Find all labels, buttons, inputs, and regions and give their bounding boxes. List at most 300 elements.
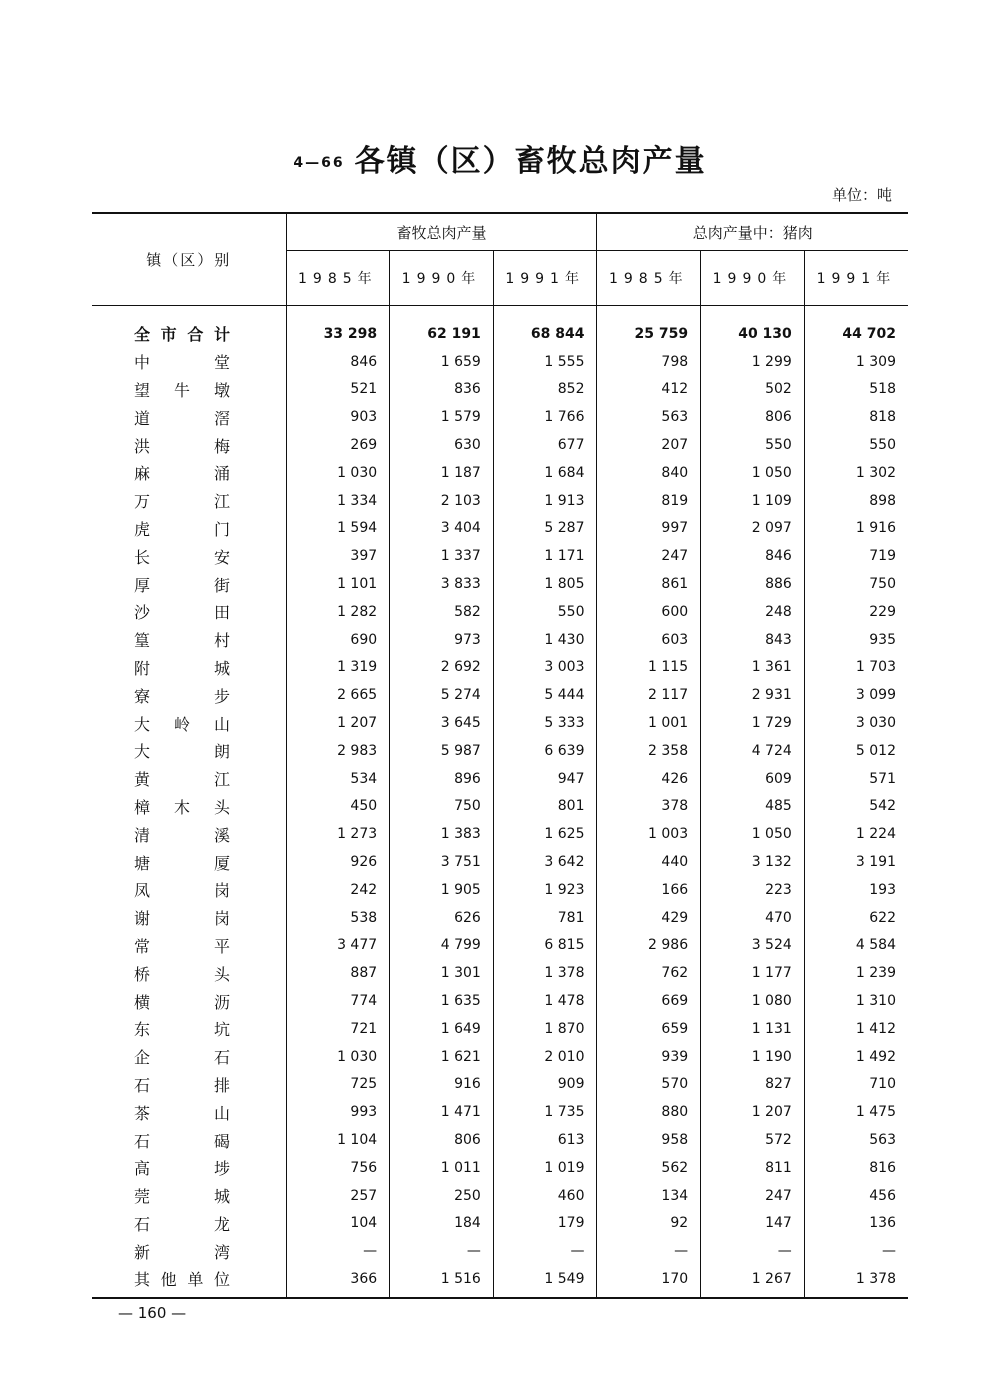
value-cell: 1 735 xyxy=(493,1098,597,1126)
value-cell: 609 xyxy=(701,765,805,793)
value-cell: 1 299 xyxy=(701,348,805,376)
row-name: 黄 江 xyxy=(134,770,230,790)
value-cell: 886 xyxy=(701,570,805,598)
table-row xyxy=(92,487,908,515)
meat-production-table xyxy=(92,212,908,1299)
table-row xyxy=(92,1265,908,1298)
value-cell: 993 xyxy=(286,1098,390,1126)
value-cell: 1 050 xyxy=(701,820,805,848)
value-cell: 550 xyxy=(804,431,908,459)
table-row xyxy=(92,765,908,793)
value-cell: 485 xyxy=(701,793,805,821)
value-cell: 4 799 xyxy=(390,932,494,960)
row-name: 中 堂 xyxy=(134,353,230,373)
value-cell: 104 xyxy=(286,1210,390,1238)
row-name-cell xyxy=(92,487,286,515)
value-cell: 426 xyxy=(597,765,701,793)
row-name-cell xyxy=(92,376,286,404)
table-row xyxy=(92,1071,908,1099)
value-cell: 622 xyxy=(804,904,908,932)
value-cell: 179 xyxy=(493,1210,597,1238)
value-cell: 582 xyxy=(390,598,494,626)
value-cell: 5 274 xyxy=(390,681,494,709)
value-cell: 1 635 xyxy=(390,987,494,1015)
row-name: 全 市 合 计 xyxy=(134,325,230,345)
value-cell: 1 273 xyxy=(286,820,390,848)
value-cell: 935 xyxy=(804,626,908,654)
row-name-cell xyxy=(92,737,286,765)
value-cell: 1 594 xyxy=(286,515,390,543)
row-name-cell xyxy=(92,431,286,459)
row-name: 厚 街 xyxy=(134,575,230,595)
value-cell: 1 923 xyxy=(493,876,597,904)
value-cell: 33 298 xyxy=(286,306,390,348)
table-row xyxy=(92,1126,908,1154)
row-name-cell xyxy=(92,793,286,821)
value-cell: 1 030 xyxy=(286,1043,390,1071)
value-cell: 916 xyxy=(390,1071,494,1099)
value-cell: 1 302 xyxy=(804,459,908,487)
value-cell: 719 xyxy=(804,542,908,570)
value-cell: 846 xyxy=(701,542,805,570)
year-header: 1991年 xyxy=(804,251,908,306)
value-cell: 1 109 xyxy=(701,487,805,515)
value-cell: 44 702 xyxy=(804,306,908,348)
row-name-cell xyxy=(92,1154,286,1182)
value-cell: 2 358 xyxy=(597,737,701,765)
year-header: 1990年 xyxy=(390,251,494,306)
row-name-cell xyxy=(92,987,286,1015)
row-name-cell xyxy=(92,403,286,431)
row-name: 附 城 xyxy=(134,658,230,678)
row-name: 道 滘 xyxy=(134,408,230,428)
value-cell: 811 xyxy=(701,1154,805,1182)
value-cell: 2 983 xyxy=(286,737,390,765)
value-cell: 1 579 xyxy=(390,403,494,431)
value-cell: 136 xyxy=(804,1210,908,1238)
value-cell: 366 xyxy=(286,1265,390,1298)
row-name-cell xyxy=(92,820,286,848)
value-cell: 939 xyxy=(597,1043,701,1071)
value-cell: 456 xyxy=(804,1182,908,1210)
value-cell: 247 xyxy=(701,1182,805,1210)
value-cell: 1 177 xyxy=(701,959,805,987)
value-cell: 613 xyxy=(493,1126,597,1154)
value-cell: 1 905 xyxy=(390,876,494,904)
value-cell: 725 xyxy=(286,1071,390,1099)
value-cell: 1 001 xyxy=(597,709,701,737)
table-row xyxy=(92,681,908,709)
value-cell: 229 xyxy=(804,598,908,626)
table-row xyxy=(92,987,908,1015)
page-title xyxy=(0,136,1000,180)
value-cell: 248 xyxy=(701,598,805,626)
value-cell: 1 471 xyxy=(390,1098,494,1126)
table-row xyxy=(92,403,908,431)
table-row xyxy=(92,932,908,960)
table-row xyxy=(92,737,908,765)
value-cell: 762 xyxy=(597,959,701,987)
value-cell: 1 239 xyxy=(804,959,908,987)
value-cell: 3 833 xyxy=(390,570,494,598)
value-cell: 147 xyxy=(701,1210,805,1238)
value-cell: 1 516 xyxy=(390,1265,494,1298)
table-row xyxy=(92,515,908,543)
value-cell: 538 xyxy=(286,904,390,932)
table-row xyxy=(92,820,908,848)
value-cell: 6 639 xyxy=(493,737,597,765)
value-cell: 450 xyxy=(286,793,390,821)
value-cell: 947 xyxy=(493,765,597,793)
value-cell: 819 xyxy=(597,487,701,515)
row-name: 桥 头 xyxy=(134,964,230,984)
year-header: 1985年 xyxy=(597,251,701,306)
row-name: 大 岭 山 xyxy=(134,714,230,734)
value-cell: 1 282 xyxy=(286,598,390,626)
value-cell: 378 xyxy=(597,793,701,821)
value-cell: 2 010 xyxy=(493,1043,597,1071)
value-cell: 1 080 xyxy=(701,987,805,1015)
value-cell: 806 xyxy=(701,403,805,431)
value-cell: 750 xyxy=(804,570,908,598)
row-name-cell xyxy=(92,1182,286,1210)
value-cell: 1 030 xyxy=(286,459,390,487)
row-name: 新 湾 xyxy=(134,1242,230,1262)
row-name-cell xyxy=(92,1237,286,1265)
table-row xyxy=(92,1015,908,1043)
row-name: 沙 田 xyxy=(134,603,230,623)
value-cell: 62 191 xyxy=(390,306,494,348)
table-row xyxy=(92,709,908,737)
value-cell: 659 xyxy=(597,1015,701,1043)
value-cell: 909 xyxy=(493,1071,597,1099)
value-cell: 1 019 xyxy=(493,1154,597,1182)
value-cell: 1 207 xyxy=(701,1098,805,1126)
value-cell: 1 430 xyxy=(493,626,597,654)
value-cell: 1 301 xyxy=(390,959,494,987)
row-name-cell xyxy=(92,876,286,904)
value-cell: 242 xyxy=(286,876,390,904)
value-cell: 721 xyxy=(286,1015,390,1043)
value-cell: 1 649 xyxy=(390,1015,494,1043)
row-name-cell xyxy=(92,932,286,960)
row-name-cell xyxy=(92,1126,286,1154)
row-name-cell xyxy=(92,1265,286,1298)
row-name: 凤 岗 xyxy=(134,881,230,901)
value-cell: 630 xyxy=(390,431,494,459)
value-cell: 207 xyxy=(597,431,701,459)
value-cell: 250 xyxy=(390,1182,494,1210)
value-cell: 1 207 xyxy=(286,709,390,737)
row-name: 石 龙 xyxy=(134,1214,230,1234)
value-cell: 1 003 xyxy=(597,820,701,848)
value-cell: 3 404 xyxy=(390,515,494,543)
value-cell: 958 xyxy=(597,1126,701,1154)
table-row xyxy=(92,1210,908,1238)
value-cell: 3 524 xyxy=(701,932,805,960)
row-name: 横 沥 xyxy=(134,992,230,1012)
value-cell: 1 492 xyxy=(804,1043,908,1071)
row-name: 茶 山 xyxy=(134,1103,230,1123)
value-cell: 518 xyxy=(804,376,908,404)
row-name: 企 石 xyxy=(134,1048,230,1068)
value-cell: 562 xyxy=(597,1154,701,1182)
value-cell: 412 xyxy=(597,376,701,404)
row-name-cell xyxy=(92,681,286,709)
row-name-cell xyxy=(92,904,286,932)
value-cell: 1 549 xyxy=(493,1265,597,1298)
value-cell: 1 913 xyxy=(493,487,597,515)
table-row xyxy=(92,626,908,654)
value-cell: 1 916 xyxy=(804,515,908,543)
value-cell: 669 xyxy=(597,987,701,1015)
value-cell: 2 931 xyxy=(701,681,805,709)
table-row xyxy=(92,1237,908,1265)
value-cell: 440 xyxy=(597,848,701,876)
row-name: 谢 岗 xyxy=(134,909,230,929)
value-cell: 836 xyxy=(390,376,494,404)
value-cell: 1 621 xyxy=(390,1043,494,1071)
table-row xyxy=(92,1182,908,1210)
row-name-cell xyxy=(92,306,286,348)
table-row xyxy=(92,1098,908,1126)
value-cell: 1 115 xyxy=(597,654,701,682)
value-cell: 1 310 xyxy=(804,987,908,1015)
value-cell: 4 724 xyxy=(701,737,805,765)
value-cell: 2 665 xyxy=(286,681,390,709)
row-name-cell xyxy=(92,570,286,598)
value-cell: 5 287 xyxy=(493,515,597,543)
value-cell: 92 xyxy=(597,1210,701,1238)
table-title: 各镇（区）畜牧总肉产量 xyxy=(354,144,707,179)
value-cell: 1 703 xyxy=(804,654,908,682)
value-cell: 1 267 xyxy=(701,1265,805,1298)
row-name: 塘 厦 xyxy=(134,853,230,873)
value-cell: 460 xyxy=(493,1182,597,1210)
value-cell: 550 xyxy=(493,598,597,626)
value-cell: 247 xyxy=(597,542,701,570)
value-cell: 840 xyxy=(597,459,701,487)
value-cell: 134 xyxy=(597,1182,701,1210)
value-cell: 542 xyxy=(804,793,908,821)
table-row xyxy=(92,848,908,876)
value-cell: 898 xyxy=(804,487,908,515)
group-header-pork: 总肉产量中：猪肉 xyxy=(597,213,908,251)
page-number: — 160 — xyxy=(118,1304,187,1322)
table-row xyxy=(92,793,908,821)
row-header: 镇（区）别 xyxy=(92,213,286,306)
value-cell: 2 117 xyxy=(597,681,701,709)
value-cell: 1 101 xyxy=(286,570,390,598)
row-name-cell xyxy=(92,598,286,626)
value-cell: — xyxy=(286,1237,390,1265)
row-name: 万 江 xyxy=(134,492,230,512)
value-cell: 40 130 xyxy=(701,306,805,348)
value-cell: 534 xyxy=(286,765,390,793)
row-name: 樟 木 头 xyxy=(134,797,230,817)
value-cell: 5 012 xyxy=(804,737,908,765)
row-name: 寮 步 xyxy=(134,686,230,706)
value-cell: 429 xyxy=(597,904,701,932)
value-cell: 710 xyxy=(804,1071,908,1099)
table-body xyxy=(92,306,908,1298)
value-cell: 1 378 xyxy=(804,1265,908,1298)
value-cell: 2 097 xyxy=(701,515,805,543)
value-cell: 626 xyxy=(390,904,494,932)
value-cell: 1 659 xyxy=(390,348,494,376)
table-row xyxy=(92,570,908,598)
row-name: 望 牛 墩 xyxy=(134,380,230,400)
value-cell: 903 xyxy=(286,403,390,431)
row-name-cell xyxy=(92,1015,286,1043)
value-cell: 25 759 xyxy=(597,306,701,348)
value-cell: — xyxy=(493,1237,597,1265)
row-name-cell xyxy=(92,848,286,876)
row-name-cell xyxy=(92,626,286,654)
table-row xyxy=(92,904,908,932)
value-cell: 1 378 xyxy=(493,959,597,987)
value-cell: 1 383 xyxy=(390,820,494,848)
row-name: 长 安 xyxy=(134,547,230,567)
value-cell: 68 844 xyxy=(493,306,597,348)
row-name: 石 碣 xyxy=(134,1131,230,1151)
value-cell: 1 475 xyxy=(804,1098,908,1126)
value-cell: 827 xyxy=(701,1071,805,1099)
row-name-cell xyxy=(92,348,286,376)
value-cell: 750 xyxy=(390,793,494,821)
value-cell: 1 334 xyxy=(286,487,390,515)
value-cell: 600 xyxy=(597,598,701,626)
value-cell: 1 766 xyxy=(493,403,597,431)
value-cell: — xyxy=(597,1237,701,1265)
value-cell: 3 751 xyxy=(390,848,494,876)
table-row xyxy=(92,598,908,626)
value-cell: 1 729 xyxy=(701,709,805,737)
table-row xyxy=(92,376,908,404)
value-cell: 6 815 xyxy=(493,932,597,960)
value-cell: 1 555 xyxy=(493,348,597,376)
value-cell: 2 986 xyxy=(597,932,701,960)
value-cell: 774 xyxy=(286,987,390,1015)
value-cell: 801 xyxy=(493,793,597,821)
value-cell: 4 584 xyxy=(804,932,908,960)
value-cell: 5 333 xyxy=(493,709,597,737)
row-name-cell xyxy=(92,459,286,487)
value-cell: 997 xyxy=(597,515,701,543)
value-cell: 880 xyxy=(597,1098,701,1126)
year-header: 1991年 xyxy=(493,251,597,306)
row-name: 虎 门 xyxy=(134,519,230,539)
value-cell: 550 xyxy=(701,431,805,459)
row-name-cell xyxy=(92,1043,286,1071)
value-cell: 397 xyxy=(286,542,390,570)
value-cell: — xyxy=(804,1237,908,1265)
value-cell: 1 011 xyxy=(390,1154,494,1182)
row-name: 石 排 xyxy=(134,1075,230,1095)
value-cell: 756 xyxy=(286,1154,390,1182)
value-cell: 1 684 xyxy=(493,459,597,487)
row-name: 清 溪 xyxy=(134,825,230,845)
value-cell: 1 805 xyxy=(493,570,597,598)
value-cell: 3 132 xyxy=(701,848,805,876)
row-name: 其 他 单 位 xyxy=(134,1270,230,1290)
value-cell: 690 xyxy=(286,626,390,654)
value-cell: 843 xyxy=(701,626,805,654)
year-header: 1985年 xyxy=(286,251,390,306)
table-row xyxy=(92,542,908,570)
value-cell: 2 692 xyxy=(390,654,494,682)
value-cell: 1 337 xyxy=(390,542,494,570)
value-cell: 5 444 xyxy=(493,681,597,709)
row-name-cell xyxy=(92,654,286,682)
table-row xyxy=(92,1154,908,1182)
value-cell: 1 412 xyxy=(804,1015,908,1043)
value-cell: — xyxy=(390,1237,494,1265)
row-name-cell xyxy=(92,1210,286,1238)
table-row xyxy=(92,306,908,348)
value-cell: 193 xyxy=(804,876,908,904)
value-cell: 2 103 xyxy=(390,487,494,515)
value-cell: 818 xyxy=(804,403,908,431)
row-name-cell xyxy=(92,1071,286,1099)
value-cell: 1 478 xyxy=(493,987,597,1015)
value-cell: 603 xyxy=(597,626,701,654)
year-header: 1990年 xyxy=(701,251,805,306)
value-cell: 1 309 xyxy=(804,348,908,376)
value-cell: 781 xyxy=(493,904,597,932)
value-cell: 572 xyxy=(701,1126,805,1154)
row-name: 常 平 xyxy=(134,936,230,956)
value-cell: 973 xyxy=(390,626,494,654)
value-cell: 1 050 xyxy=(701,459,805,487)
row-name: 麻 涌 xyxy=(134,464,230,484)
unit-label: 单位：吨 xyxy=(831,186,892,204)
value-cell: 1 319 xyxy=(286,654,390,682)
table-row xyxy=(92,876,908,904)
value-cell: 677 xyxy=(493,431,597,459)
row-name: 篁 村 xyxy=(134,631,230,651)
value-cell: 166 xyxy=(597,876,701,904)
value-cell: 1 187 xyxy=(390,459,494,487)
table-row xyxy=(92,459,908,487)
value-cell: 563 xyxy=(804,1126,908,1154)
value-cell: 926 xyxy=(286,848,390,876)
value-cell: 3 191 xyxy=(804,848,908,876)
value-cell: 806 xyxy=(390,1126,494,1154)
value-cell: 1 625 xyxy=(493,820,597,848)
value-cell: 257 xyxy=(286,1182,390,1210)
table-number: 4—66 xyxy=(293,154,345,171)
value-cell: 223 xyxy=(701,876,805,904)
value-cell: 3 003 xyxy=(493,654,597,682)
value-cell: 1 131 xyxy=(701,1015,805,1043)
row-name-cell xyxy=(92,959,286,987)
value-cell: 5 987 xyxy=(390,737,494,765)
value-cell: 846 xyxy=(286,348,390,376)
value-cell: — xyxy=(701,1237,805,1265)
table-row xyxy=(92,348,908,376)
table-row xyxy=(92,654,908,682)
value-cell: 1 870 xyxy=(493,1015,597,1043)
row-name: 莞 城 xyxy=(134,1187,230,1207)
value-cell: 184 xyxy=(390,1210,494,1238)
value-cell: 570 xyxy=(597,1071,701,1099)
value-cell: 269 xyxy=(286,431,390,459)
row-name: 洪 梅 xyxy=(134,436,230,456)
value-cell: 3 099 xyxy=(804,681,908,709)
value-cell: 3 477 xyxy=(286,932,390,960)
row-name-cell xyxy=(92,1098,286,1126)
